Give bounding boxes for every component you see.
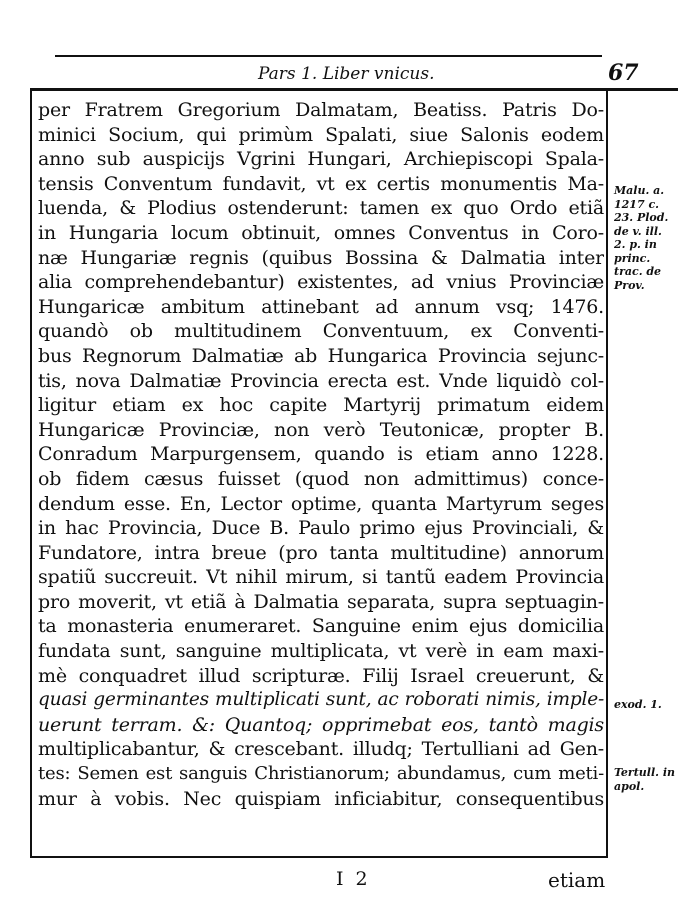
left-frame-rule bbox=[30, 88, 32, 858]
text-line: minici Socium, qui primùm Spalati, siue Salonis eodem bbox=[38, 123, 604, 146]
text-line: Hungaricæ ambitum attinebant ad annum vsq; 1476. bbox=[38, 295, 604, 318]
text-line: næ Hungariæ regnis (quibus Bossina & Dalmatia inter bbox=[38, 246, 604, 269]
margin-note-malvenda: Malu. a. 1217 c. 23. Plod. de v. ill. 2. p. in princ. trac. de Prov. bbox=[614, 184, 669, 292]
text-line: ligitur etiam ex hoc capite Martyrij primatum eidem bbox=[38, 394, 604, 417]
text-line: mur à vobis. Nec quispiam inficiabitur, consequentibus bbox=[38, 787, 604, 810]
text-line: quasi germinantes multiplicati sunt, ac roborati nimis, imple- bbox=[38, 689, 604, 711]
text-line: tensis Conventum fundavit, vt ex certis monumentis Ma- bbox=[38, 172, 604, 195]
text-line: Fundatore, intra breue (pro tanta multitudine) annorum bbox=[38, 541, 604, 564]
catchword: etiam bbox=[548, 868, 606, 892]
text-line: in Hungaria locum obtinuit, omnes Conventus in Coro- bbox=[38, 221, 604, 244]
bottom-frame-rule bbox=[30, 856, 608, 858]
text-line: anno sub auspicijs Vgrini Hungari, Archiepiscopi Spala- bbox=[38, 148, 604, 171]
text-line: quandò ob multitudinem Conventuum, ex Conventi- bbox=[38, 320, 604, 343]
text-line: in hac Provincia, Duce B. Paulo primo ejus Provinciali, & bbox=[38, 517, 604, 540]
text-line: ob fidem cæsus fuisset (quod non admittimus) conce- bbox=[38, 467, 604, 490]
text-line: fundata sunt, sanguine multiplicata, vt verè in eam maxi- bbox=[38, 640, 604, 663]
header-bottom-rule bbox=[30, 88, 678, 91]
header-top-rule bbox=[55, 55, 602, 57]
text-line: pro moverit, vt etiã à Dalmatia separata, supra septuagin- bbox=[38, 590, 604, 613]
running-title: Pars 1. Liber vnicus. bbox=[258, 64, 435, 84]
text-line: alia comprehendebantur) existentes, ad vnius Provinciæ bbox=[38, 271, 604, 294]
text-line: spatiũ succreuit. Vt nihil mirum, si tantũ eadem Provincia bbox=[38, 566, 604, 589]
text-line: per Fratrem Gregorium Dalmatam, Beatiss. Patris Do- bbox=[38, 99, 604, 121]
text-line: Hungaricæ Provinciæ, non verò Teutonicæ, propter B. bbox=[38, 418, 604, 441]
text-line: tes: Semen est sanguis Christianorum; abundamus, cum meti- bbox=[38, 763, 604, 785]
text-line: mè conquadret illud scripturæ. Filij Israel creuerunt, & bbox=[38, 664, 604, 687]
margin-note-exodus: exod. 1. bbox=[614, 698, 662, 711]
text-line: bus Regnorum Dalmatiæ ab Hungarica Provincia sejunc- bbox=[38, 344, 604, 367]
text-column-rule bbox=[606, 88, 608, 858]
page-number: 67 bbox=[608, 60, 639, 86]
text-line: Conradum Marpurgensem, quando is etiam anno 1228. bbox=[38, 443, 604, 466]
margin-note-tertullian: Tertull. in apol. bbox=[614, 766, 675, 793]
text-line: ta monasteria enumeraret. Sanguine enim ejus domicilia bbox=[38, 615, 604, 638]
text-line: dendum esse. En, Lector optime, quanta Martyrum seges bbox=[38, 492, 604, 515]
text-line: luenda, & Plodius ostenderunt: tamen ex quo Ordo etiã bbox=[38, 197, 604, 220]
signature-mark: I 2 bbox=[336, 868, 371, 890]
text-line: uerunt terram. &: Quantoq; opprimebat eos, tantò magis bbox=[38, 713, 604, 736]
body-text bbox=[38, 98, 604, 811]
text-line: multiplicabantur, & crescebant. illudq; Tertulliani ad Gen- bbox=[38, 738, 604, 761]
text-line: tis, nova Dalmatiæ Provincia erecta est. Vnde liquidò col- bbox=[38, 369, 604, 392]
